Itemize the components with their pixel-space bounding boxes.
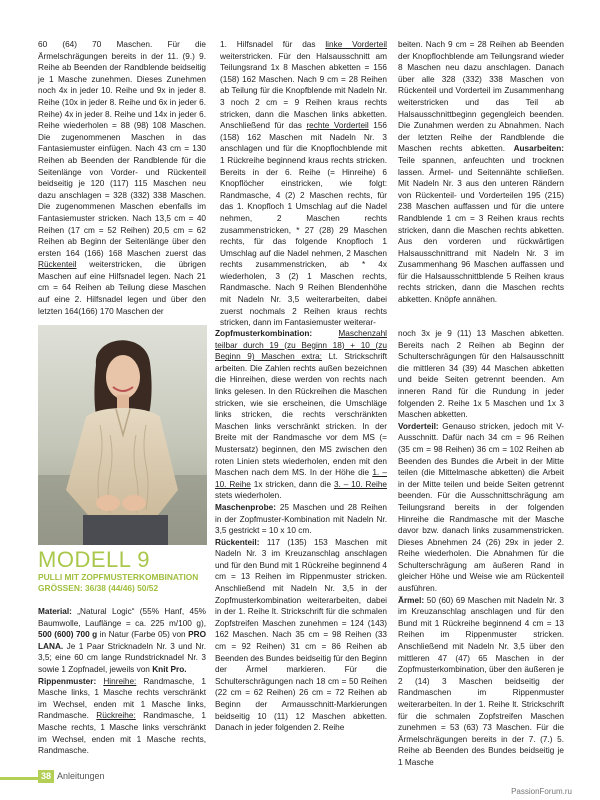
col1-link-rueckenteil: Rückenteil <box>38 260 77 270</box>
page-number: 38 <box>38 770 54 783</box>
col2-text-c: 156 (158) 162 Maschen mit Nadeln Nr. 3 anschlagen und für die Knopflochblende mit 1 Rückreihe beginnend kraus rechts stricken. Bereits in der 6. Reihe (= Hinreihe) 6 Knopflöcher einstricken, wie folgt: Randmasche, 4 (2) 2 Maschen rechts, für das 1. Knopfloch 1 Umschlag auf die Nadel nehmen, 2 Maschen rechts zusammenstricken, * 27 (28) 29 Maschen rechts, für das folgende Knopfloch 1 Umschlag auf die Nadel nehmen, 2 Maschen rechts zusammenstricken, ab * 4x wiederholen, 3 (2) 1 Maschen rechts, Randmasche. Nach 9 Reihen Blendenhöhe mit Nadeln Nr. 3,5 weiterarbeiten, dabei zuerst nochmals 2 Reihen kraus rechts stricken, dann im Fantasiemuster weiterar- <box>220 121 388 328</box>
vorderteil-heading: Vorderteil: <box>398 421 439 431</box>
model-sizes: GRÖSSEN: 36/38 (44/46) 50/52 <box>38 583 159 593</box>
col2-underline-linkes-vorderteil: linke Vorderteil <box>325 40 387 49</box>
col3-heading-ausarbeiten: Ausarbeiten: <box>513 144 564 154</box>
rippen-rueckreihe-label: Rückreihe: <box>96 711 136 721</box>
col3-text-a: beiten. Nach 9 cm = 28 Reihen ab Beenden der Knopflochblende am Teilungsrand wieder 8 Maschen neu dazu anschlagen. Danach über alle 328 (332) 338 Maschen von Rückenteil und Vorderteil im Zusammenhang weiterstricken und das Teil ab Halsausschnittbeginn gegengleich beenden. Die Zunahmen werden zu Abnahmen. Nach der letzten Reihe der Randblende die Maschen rechts abketten. <box>398 40 564 154</box>
col2-text-a: 1. Hilfsnadel für das <box>220 40 316 49</box>
zopf-reihe-1-10: 1. – 10. Reihe <box>215 468 387 489</box>
material-brand-prolana: PRO LANA. <box>38 630 207 651</box>
zopfmuster-heading: Zopfmusterkombination: <box>215 329 313 338</box>
page-footer <box>38 770 128 783</box>
model-photo <box>38 325 207 545</box>
footer-accent-bar <box>0 777 38 780</box>
section-name: Anleitungen <box>57 771 105 781</box>
material-text-c: Je 1 Paar Stricknadeln Nr. 3 und Nr. 3,5; eine 60 cm lange Rundstricknadel Nr. 3 sowie 1 Zopfnadel, jeweils von <box>38 641 206 674</box>
woman-in-sweater-image <box>38 325 207 545</box>
rueckenteil-text: 117 (135) 153 Maschen mit Nadeln Nr. 3 im Kreuzanschlag anschlagen und für den Bund mit 1 Rückreihe beginnend 4 cm = 13 Reihen im Rippenmuster stricken. Anschließend mit Nadeln Nr. 3,5 in der Zopfmusterkombination weiterarbeiten, dabei in der 1. Reihe lt. Strickschrift für die schmalen Zopfstreifen Maschen zunehmen = 124 (143) 162 Maschen. Nach 35 cm = 98 Reihen (33 cm = 92 Reihen) 31 cm = 86 Reihen ab Beenden des Bundes beidseitig für den Beginn der Ärmel markieren. Für die Schulterschrägungen nach 18 cm = 50 Reihen (22 cm = 62 Reihen) 26 cm = 72 Reihen ab Beginn der Armausschnitt-Markierungen beidseitig 10 (11) 12 Maschen abketten. Danach in jeder folgenden 2. Reihe <box>215 537 388 733</box>
text-column-2 <box>220 39 387 329</box>
vorderteil-text: Genauso stricken, jedoch mit V-Ausschnitt. Dafür nach 34 cm = 96 Reihen (35 cm = 98 Reihen) 36 cm = 102 Reihen ab Beenden des Bundes die Arbeit in der Mitte teilen (die Mittelmasche abketten) die Arbeit in der Mitte teilen und beide Seiten getrennt beenden. Für die Ausschnittschrägung am Teilungsrand bereits in der folgenden Hinreihe die Randmasche mit der Masche davor bzw. danach links zusammenstricken. Dieses Abnehmen 24 (26) 29x in jeder 2. Reihe wiederholen. Die Abnahmen für die Schulterschrägung am äußeren Rand in gleicher Höhe und Weise wie am Rückenteil ausführen. <box>398 421 564 594</box>
text-column-4 <box>215 328 387 734</box>
model-title-block <box>38 548 210 594</box>
material-weight: 500 (600) 700 g <box>38 630 98 640</box>
model-subtitle: PULLI MIT ZOPFMUSTERKOMBINATION <box>38 572 199 582</box>
zopf-reihe-3-10: 3. – 10. Reihe <box>333 479 388 489</box>
rippen-text-a: Randmasche, 1 Masche links, 1 Masche rechts verschränkt im Wechsel, enden mit 1 Masche links, Randmasche. <box>38 676 207 721</box>
col1-text-end: weiterstricken, die übrigen Maschen auf eine Hilfsnadel legen. Nach 21 cm = 64 Reihen ab Teilung diese Maschen auf eine 2. Hilfsnadel legen und über den letzten 164(166) 170 Maschen der <box>38 260 207 316</box>
col3-text-b: Teile spannen, anfeuchten und trocknen lassen. Ärmel- und Seitennähte schließen. Mit Nadeln Nr. 3 aus den unteren Rändern von Rückenteil- und Vorderteilen 195 (215) 238 Maschen auffassen und für die untere Randblende 1 cm = 3 Reihen kraus rechts stricken, dann die Maschen rechts abketten. Aus den vorderen und rückwärtigen Halsausschnittrand mit Nadeln Nr. 3 im Zusammenhang 96 Maschen auffassen und für die Halsausschnittblende 5 Reihen kraus rechts stricken, dann die Maschen rechts abketten. Knöpfe annähen. <box>398 155 564 305</box>
zopf-text-b: 1x stricken, dann die <box>253 479 332 489</box>
rippen-hinreihe-label: Hinreihe: <box>103 676 137 686</box>
watermark: PassionForum.ru <box>511 787 572 796</box>
rippenmuster-heading: Rippenmuster: <box>38 676 97 686</box>
material-text-a: „Natural Logic“ (55% Hanf, 45% Baumwolle, Lauflänge = ca. 225 m/100 g), <box>38 607 206 628</box>
materials-column <box>38 606 206 757</box>
col2-underline-rechtes-vorderteil: rechte Vorderteil <box>306 121 369 131</box>
rippen-text-b: Randmasche, 1 Masche rechts, 1 Masche links verschränkt im Wechsel, enden mit 1 Masche rechts, Randmasche. <box>38 711 206 756</box>
text-column-1 <box>38 39 206 317</box>
col2-text-b: weiterstricken. Für den Halsausschnitt am Teilungsrand 1x 8 Maschen abketten = 156 (158) 162 Maschen. Nach 9 cm = 28 Reihen ab Teilung für die Knopfblende mit Nadeln Nr. 3 noch 2 cm = 9 Reihen kraus rechts stricken, dann die Maschen links abketten. Anschließend für das <box>220 51 387 131</box>
model-title: MODELL 9 <box>38 547 151 572</box>
material-heading: Material: <box>38 607 72 616</box>
maschenprobe-heading: Maschenprobe: <box>215 502 276 512</box>
zopf-text-a: Lt. Strickschrift arbeiten. Die Zahlen rechts außen bezeichnen die Hinreihen, diese werden von rechts nach links gelesen. In den Rückreihen die Maschen stricken, wie sie erscheinen, die Umschläge links stricken, die rechts verschränkten Maschen links verschränkt stricken. In der Breite mit der Randmasche vor dem MS (= Mustersatz) beginnen, den MS zwischen den roten Linien stets wiederholen, enden mit den Maschen nach dem MS. In der Höhe die <box>215 352 388 478</box>
material-text-b: in Natur (Farbe 05) von <box>99 630 186 640</box>
maschenprobe-text: 25 Maschen und 28 Reihen in der Zopfmuster-Kombination mit Nadeln Nr. 3,5 gestrickt = 10 x 10 cm. <box>215 502 387 536</box>
col1-text: 60 (64) 70 Maschen. Für die Ärmelschrägungen bereits in der 11. (9.) 9. Reihe ab Beenden der Randblende beidseitig je 1 Masche zunehmen. Dieses Zunehmen noch 4x in jeder 10. Reihe und 9x in jeder 8. Reihe (10x in jeder 8. Reihe und 6x in jeder 6. Reihe) 4x in jeder 8. Reihe und 14x in jeder 6. Reihe wiederholen = 88 (98) 108 Maschen. Die zugenommenen Maschen in das Fantasiemuster einfügen. Nach 43 cm = 130 Reihen ab Beenden der Randblende für die Seitenlänge von Vorder- und Rückenteil beidseitig je 120 (117) 115 Maschen neu dazu anschlagen = 328 (332) 338 Maschen. Die zugenommenen Maschen ebenfalls im Fantasiemuster stricken. Nach 13,5 cm = 40 Reihen (17 cm = 52 Reihen) 20,5 cm = 62 Reihen ab Beginn der Seitenlänge über den ersten 164 (166) 168 Maschen zuerst das <box>38 40 206 258</box>
text-column-5 <box>398 328 564 769</box>
rueckenteil-heading: Rückenteil: <box>215 537 260 547</box>
col5-text-a: noch 3x je 9 (11) 13 Maschen abketten. Bereits nach 2 Reihen ab Beginn der Schulterschrägungen für den Halsausschnitt die mittleren 34 (39) 44 Maschen abketten und beide Seiten getrennt beenden. Am inneren Rand für die Rundung in jeder folgenden 2. Reihe 1x 5 Maschen und 1x 3 Maschen abketten. <box>398 329 564 420</box>
text-column-3 <box>398 39 564 306</box>
zopf-maschenzahl: Maschenzahl teilbar durch 19 (zu Beginn 18) + 10 (zu Beginn 9) Maschen extra: <box>215 329 387 362</box>
material-brand-knitpro: Knit Pro. <box>152 664 187 674</box>
zopf-text-c: stets wiederholen. <box>215 491 282 501</box>
aermel-heading: Ärmel: <box>398 595 425 605</box>
aermel-text: 50 (60) 69 Maschen mit Nadeln Nr. 3 im Kreuzanschlag anschlagen und für den Bund mit 1 Rückreihe beginnend 4 cm = 13 Reihen im Rippenmuster stricken. Anschließend mit Nadeln Nr. 3,5 über den mittleren 47 (47) 65 Maschen in der Zopfmusterkombination, über den äußeren je 2 (14) 3 Maschen beidseitig der Randmaschen im Rippenmuster weiterarbeiten. In der 1. Reihe lt. Strickschrift für die schmalen Zopfstreifen Maschen zunehmen = 53 (63) 73 Maschen. Für die Ärmelschrägungen bereits in der 7. (7.) 5. Reihe ab Beenden des Bundes beidseitig je 1 Masche <box>398 595 564 767</box>
